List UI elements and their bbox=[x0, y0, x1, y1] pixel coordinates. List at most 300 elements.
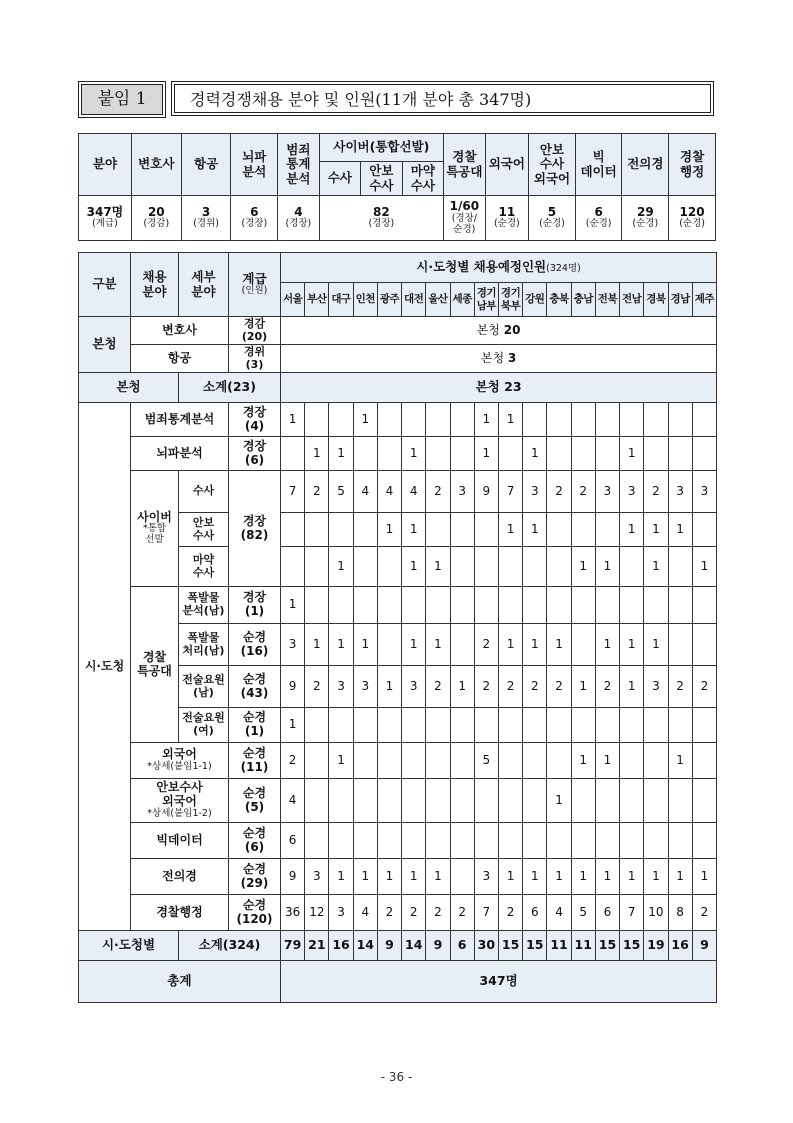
cell-value: 2 bbox=[547, 666, 571, 708]
cell-value bbox=[377, 779, 401, 823]
cell-value: 3 bbox=[305, 859, 329, 895]
cell-value: 1 bbox=[377, 859, 401, 895]
cell-value: 7 bbox=[474, 895, 498, 931]
cell-value: 2 bbox=[547, 471, 571, 513]
val-field: 347명 (계급) bbox=[79, 196, 132, 241]
val-medic: 29 (순경) bbox=[622, 196, 669, 241]
cell-value: 3 bbox=[402, 666, 426, 708]
cell-value bbox=[523, 587, 547, 624]
cell-value bbox=[353, 587, 377, 624]
cell-value: 1 bbox=[523, 859, 547, 895]
cell-value: 1 bbox=[692, 547, 716, 587]
val-police-unit: 1/60 (경장/ 순경) bbox=[444, 196, 485, 241]
city-header: 경기 남부 bbox=[474, 283, 498, 317]
cell-value: 7 bbox=[281, 471, 305, 513]
cell-value: 1 bbox=[668, 513, 692, 547]
val-lawyer: 20 (경감) bbox=[131, 196, 181, 241]
cell-value bbox=[450, 823, 474, 859]
row-rank: 순경 (1) bbox=[229, 708, 281, 743]
val-cyber: 82 (경장) bbox=[319, 196, 443, 241]
cell-value bbox=[644, 437, 668, 471]
cell-value bbox=[620, 547, 644, 587]
cell-value bbox=[692, 513, 716, 547]
cell-value: 6 bbox=[281, 823, 305, 859]
row-name: 폭발물 처리(남) bbox=[179, 624, 229, 666]
cell-value bbox=[353, 823, 377, 859]
cell-value: 5 bbox=[474, 743, 498, 779]
cell-value: 36 bbox=[281, 895, 305, 931]
subtotal-cell: 9 bbox=[692, 931, 716, 961]
hdr-rank: 계급 (인원) bbox=[229, 253, 281, 317]
cell-value bbox=[668, 403, 692, 437]
cell-value bbox=[498, 708, 522, 743]
cell-value: 1 bbox=[668, 859, 692, 895]
cell-value bbox=[450, 403, 474, 437]
cell-value: 1 bbox=[353, 403, 377, 437]
cell-value bbox=[498, 823, 522, 859]
hdr-admin: 경찰 행정 bbox=[669, 134, 716, 196]
row-name: 범죄통계분석 bbox=[131, 403, 229, 437]
cell-value bbox=[329, 403, 353, 437]
table-row bbox=[79, 373, 717, 403]
cell-value bbox=[692, 823, 716, 859]
cell-value bbox=[620, 708, 644, 743]
hdr-security: 안보 수사 bbox=[361, 162, 402, 196]
cell-value bbox=[450, 743, 474, 779]
cell-value: 1 bbox=[595, 743, 619, 779]
row-name: 전술요원 (남) bbox=[179, 666, 229, 708]
cell-value bbox=[547, 743, 571, 779]
city-header: 제주 bbox=[692, 283, 716, 317]
cell-value: 12 bbox=[305, 895, 329, 931]
row-rank: 경장 (1) bbox=[229, 587, 281, 624]
cell-value bbox=[620, 403, 644, 437]
cell-value: 1 bbox=[644, 859, 668, 895]
subtotal-cell: 11 bbox=[571, 931, 595, 961]
cell-value bbox=[595, 708, 619, 743]
cell-value bbox=[571, 708, 595, 743]
row-name: 전의경 bbox=[131, 859, 229, 895]
cell-value: 1 bbox=[329, 547, 353, 587]
subtotal-cell: 9 bbox=[426, 931, 450, 961]
cell-value bbox=[305, 779, 329, 823]
row-name: 안보수사 외국어 *상세(붙임1-2) bbox=[131, 779, 229, 823]
cell-value bbox=[377, 624, 401, 666]
cell-value bbox=[402, 403, 426, 437]
cell-value bbox=[450, 437, 474, 471]
cell-value bbox=[644, 403, 668, 437]
cell-value: 1 bbox=[426, 624, 450, 666]
cell-value bbox=[281, 547, 305, 587]
cell-value: 1 bbox=[426, 859, 450, 895]
cell-value: 10 bbox=[644, 895, 668, 931]
city-header: 경북 bbox=[644, 283, 668, 317]
cell-value bbox=[523, 547, 547, 587]
cell-value: 2 bbox=[668, 666, 692, 708]
cell-value: 1 bbox=[620, 624, 644, 666]
row-rank: 순경 (6) bbox=[229, 823, 281, 859]
subtotal-cell: 30 bbox=[474, 931, 498, 961]
cell-value bbox=[571, 587, 595, 624]
row-rank: 순경 (29) bbox=[229, 859, 281, 895]
cell-value bbox=[426, 437, 450, 471]
cell-value bbox=[668, 779, 692, 823]
cell-value bbox=[305, 513, 329, 547]
cell-value: 1 bbox=[498, 624, 522, 666]
cell-value: 6 bbox=[523, 895, 547, 931]
hq-field: 항공 bbox=[131, 345, 229, 373]
cell-value bbox=[450, 547, 474, 587]
subtotal-cell: 14 bbox=[353, 931, 377, 961]
cell-value: 1 bbox=[305, 624, 329, 666]
cell-value: 1 bbox=[329, 743, 353, 779]
cell-value bbox=[571, 624, 595, 666]
hdr-recruit-field: 채용 분야 bbox=[131, 253, 179, 317]
cell-value: 7 bbox=[498, 471, 522, 513]
subtotal-cell: 14 bbox=[402, 931, 426, 961]
cell-value: 3 bbox=[474, 859, 498, 895]
cell-value bbox=[329, 513, 353, 547]
hq-rank: 경위 (3) bbox=[229, 345, 281, 373]
cell-value bbox=[450, 513, 474, 547]
city-header: 경기 북부 bbox=[498, 283, 522, 317]
cell-value: 3 bbox=[620, 471, 644, 513]
hq-value: 본청 3 bbox=[281, 345, 717, 373]
cell-value: 1 bbox=[281, 708, 305, 743]
cell-value bbox=[498, 547, 522, 587]
cell-value bbox=[523, 708, 547, 743]
cell-value: 1 bbox=[329, 624, 353, 666]
subtotal-cell: 15 bbox=[498, 931, 522, 961]
table-row bbox=[79, 317, 717, 345]
row-name: 수사 bbox=[179, 471, 229, 513]
cell-value bbox=[595, 403, 619, 437]
cell-value: 1 bbox=[402, 547, 426, 587]
city-header: 충북 bbox=[547, 283, 571, 317]
cell-value bbox=[692, 779, 716, 823]
cell-value bbox=[353, 547, 377, 587]
cell-value bbox=[498, 779, 522, 823]
subtotal-cell: 15 bbox=[620, 931, 644, 961]
cell-value bbox=[305, 708, 329, 743]
cell-value: 4 bbox=[353, 895, 377, 931]
city-header: 세종 bbox=[450, 283, 474, 317]
table-row bbox=[79, 961, 717, 1003]
cell-value bbox=[329, 823, 353, 859]
cell-value: 1 bbox=[692, 859, 716, 895]
subtotal-cell: 6 bbox=[450, 931, 474, 961]
cell-value: 9 bbox=[474, 471, 498, 513]
cell-value bbox=[377, 823, 401, 859]
cell-value bbox=[692, 743, 716, 779]
cell-value bbox=[620, 823, 644, 859]
cell-value bbox=[377, 743, 401, 779]
city-header: 인천 bbox=[353, 283, 377, 317]
cell-value: 1 bbox=[644, 513, 668, 547]
cell-value bbox=[523, 403, 547, 437]
cell-value: 1 bbox=[474, 403, 498, 437]
hdr-lawyer: 변호사 bbox=[131, 134, 181, 196]
val-aviation: 3 (경위) bbox=[181, 196, 231, 241]
hq-subtotal-value: 본청 23 bbox=[281, 373, 717, 403]
cell-value: 3 bbox=[353, 666, 377, 708]
row-name: 뇌파분석 bbox=[131, 437, 229, 471]
cell-value: 2 bbox=[474, 624, 498, 666]
cell-value bbox=[595, 437, 619, 471]
cell-value: 1 bbox=[620, 666, 644, 708]
hq-label: 본청 bbox=[79, 317, 131, 373]
row-name: 안보 수사 bbox=[179, 513, 229, 547]
cell-value: 1 bbox=[377, 666, 401, 708]
cell-value bbox=[305, 743, 329, 779]
cell-value bbox=[281, 437, 305, 471]
hq-subtotal-name: 소계(23) bbox=[179, 373, 281, 403]
cell-value: 1 bbox=[620, 859, 644, 895]
cell-value bbox=[547, 403, 571, 437]
subtotal-cell: 15 bbox=[523, 931, 547, 961]
cell-value: 1 bbox=[498, 513, 522, 547]
hdr-drug: 마약 수사 bbox=[402, 162, 444, 196]
val-foreign: 11 (순경) bbox=[485, 196, 529, 241]
cell-value bbox=[571, 437, 595, 471]
cell-value bbox=[595, 779, 619, 823]
cell-value bbox=[426, 403, 450, 437]
cell-value bbox=[450, 708, 474, 743]
subtotal-cell: 16 bbox=[668, 931, 692, 961]
cell-value bbox=[620, 743, 644, 779]
city-header: 대구 bbox=[329, 283, 353, 317]
hq-value: 본청 20 bbox=[281, 317, 717, 345]
table-row bbox=[79, 859, 717, 895]
regional-label: 시·도청 bbox=[79, 403, 131, 931]
cell-value: 3 bbox=[281, 624, 305, 666]
cell-value bbox=[474, 708, 498, 743]
cell-value bbox=[474, 513, 498, 547]
cell-value bbox=[402, 779, 426, 823]
subtotal-cell: 11 bbox=[547, 931, 571, 961]
cell-value: 2 bbox=[474, 666, 498, 708]
cell-value: 4 bbox=[353, 471, 377, 513]
cell-value: 1 bbox=[523, 513, 547, 547]
val-bigdata: 6 (순경) bbox=[575, 196, 622, 241]
subtotal-cell: 19 bbox=[644, 931, 668, 961]
hdr-division: 구분 bbox=[79, 253, 131, 317]
table-row bbox=[79, 823, 717, 859]
cyber-group-label: 사이버 *통합 선발 bbox=[131, 471, 179, 587]
cell-value: 1 bbox=[595, 547, 619, 587]
cell-value: 7 bbox=[620, 895, 644, 931]
cell-value bbox=[668, 624, 692, 666]
cell-value: 2 bbox=[498, 666, 522, 708]
hdr-crime-stats: 범죄 통계 분석 bbox=[278, 134, 319, 196]
cell-value: 1 bbox=[644, 547, 668, 587]
hdr-medic: 전의경 bbox=[622, 134, 669, 196]
cell-value: 2 bbox=[571, 471, 595, 513]
cell-value bbox=[498, 587, 522, 624]
cell-value bbox=[595, 587, 619, 624]
cell-value: 1 bbox=[450, 666, 474, 708]
cell-value: 2 bbox=[402, 895, 426, 931]
cell-value bbox=[474, 587, 498, 624]
cell-value bbox=[547, 823, 571, 859]
cell-value bbox=[377, 403, 401, 437]
hdr-investigation: 수사 bbox=[319, 162, 360, 196]
cell-value: 4 bbox=[281, 779, 305, 823]
cell-value bbox=[377, 587, 401, 624]
cell-value: 1 bbox=[474, 437, 498, 471]
cell-value: 9 bbox=[281, 666, 305, 708]
cell-value bbox=[474, 779, 498, 823]
cell-value: 1 bbox=[402, 624, 426, 666]
cell-value bbox=[668, 437, 692, 471]
cell-value: 1 bbox=[498, 403, 522, 437]
cell-value bbox=[644, 743, 668, 779]
table-row bbox=[79, 471, 717, 513]
val-crime-stats: 4 (경장) bbox=[278, 196, 319, 241]
cell-value: 9 bbox=[281, 859, 305, 895]
cell-value: 1 bbox=[620, 513, 644, 547]
row-rank: 순경 (11) bbox=[229, 743, 281, 779]
city-header: 전북 bbox=[595, 283, 619, 317]
cell-value bbox=[305, 823, 329, 859]
cell-value: 1 bbox=[402, 513, 426, 547]
subtotal-cell: 9 bbox=[377, 931, 401, 961]
cell-value bbox=[547, 587, 571, 624]
val-admin: 120 (순경) bbox=[669, 196, 716, 241]
cell-value: 1 bbox=[305, 437, 329, 471]
cell-value: 2 bbox=[523, 666, 547, 708]
cell-value bbox=[547, 513, 571, 547]
cell-value bbox=[547, 437, 571, 471]
cell-value bbox=[305, 403, 329, 437]
hdr-sec-foreign: 안보 수사 외국어 bbox=[529, 134, 576, 196]
cell-value: 1 bbox=[402, 859, 426, 895]
subtotal-cell: 16 bbox=[329, 931, 353, 961]
cell-value: 1 bbox=[523, 624, 547, 666]
hdr-regional: 시·도청별 채용예정인원(324명) bbox=[281, 253, 717, 283]
cell-value bbox=[668, 823, 692, 859]
table-row bbox=[79, 931, 717, 961]
cell-value bbox=[329, 779, 353, 823]
row-name: 전술요원 (여) bbox=[179, 708, 229, 743]
cell-value bbox=[450, 779, 474, 823]
hq-field: 변호사 bbox=[131, 317, 229, 345]
city-header: 광주 bbox=[377, 283, 401, 317]
cell-value bbox=[329, 587, 353, 624]
city-header: 부산 bbox=[305, 283, 329, 317]
cell-value bbox=[450, 587, 474, 624]
cell-value: 1 bbox=[644, 624, 668, 666]
row-name: 빅데이터 bbox=[131, 823, 229, 859]
cell-value bbox=[474, 823, 498, 859]
cell-value bbox=[498, 437, 522, 471]
cell-value: 2 bbox=[426, 895, 450, 931]
cell-value: 5 bbox=[329, 471, 353, 513]
cell-value: 1 bbox=[620, 437, 644, 471]
summary-table bbox=[78, 133, 716, 241]
city-header: 울산 bbox=[426, 283, 450, 317]
cell-value bbox=[426, 513, 450, 547]
cell-value bbox=[377, 547, 401, 587]
cell-value bbox=[523, 743, 547, 779]
cell-value bbox=[692, 587, 716, 624]
subtotal-cell: 15 bbox=[595, 931, 619, 961]
city-header: 대전 bbox=[402, 283, 426, 317]
cell-value: 2 bbox=[644, 471, 668, 513]
page-title: 경력경쟁채용 분야 및 인원(11개 분야 총 347명) bbox=[171, 81, 714, 116]
hdr-eeg: 뇌파 분석 bbox=[231, 134, 278, 196]
cell-value: 3 bbox=[644, 666, 668, 708]
cell-value bbox=[281, 513, 305, 547]
cell-value bbox=[426, 823, 450, 859]
cell-value: 4 bbox=[377, 471, 401, 513]
cell-value: 2 bbox=[498, 895, 522, 931]
cell-value: 5 bbox=[571, 895, 595, 931]
cell-value: 1 bbox=[281, 587, 305, 624]
cell-value bbox=[426, 708, 450, 743]
cell-value: 2 bbox=[595, 666, 619, 708]
table-row bbox=[79, 253, 717, 283]
cell-value bbox=[668, 547, 692, 587]
cell-value bbox=[571, 403, 595, 437]
cell-value: 4 bbox=[402, 471, 426, 513]
cell-value: 1 bbox=[595, 624, 619, 666]
cell-value bbox=[353, 708, 377, 743]
val-sec-foreign: 5 (순경) bbox=[529, 196, 576, 241]
cell-value bbox=[595, 823, 619, 859]
table-row bbox=[79, 587, 717, 624]
cell-value bbox=[692, 624, 716, 666]
table-row bbox=[79, 437, 717, 471]
cell-value bbox=[571, 779, 595, 823]
cell-value bbox=[692, 437, 716, 471]
val-eeg: 6 (경장) bbox=[231, 196, 278, 241]
hdr-foreign: 외국어 bbox=[485, 134, 529, 196]
cell-value bbox=[644, 823, 668, 859]
cell-value bbox=[329, 708, 353, 743]
cell-value bbox=[426, 587, 450, 624]
cell-value: 2 bbox=[426, 666, 450, 708]
table-row bbox=[79, 743, 717, 779]
table-row bbox=[79, 403, 717, 437]
hq-rank: 경감 (20) bbox=[229, 317, 281, 345]
cell-value bbox=[498, 743, 522, 779]
hdr-aviation: 항공 bbox=[181, 134, 231, 196]
cell-value bbox=[402, 743, 426, 779]
cell-value: 3 bbox=[523, 471, 547, 513]
table-row bbox=[79, 895, 717, 931]
cell-value bbox=[426, 743, 450, 779]
cell-value: 1 bbox=[523, 437, 547, 471]
cell-value bbox=[547, 547, 571, 587]
city-header: 전남 bbox=[620, 283, 644, 317]
cell-value bbox=[595, 513, 619, 547]
table-row bbox=[79, 779, 717, 823]
cell-value: 1 bbox=[571, 547, 595, 587]
cell-value: 2 bbox=[281, 743, 305, 779]
cell-value: 3 bbox=[595, 471, 619, 513]
regional-subtotal-label: 시·도청별 bbox=[79, 931, 179, 961]
cell-value: 2 bbox=[305, 471, 329, 513]
title-bar bbox=[78, 81, 716, 118]
cell-value bbox=[377, 437, 401, 471]
hq-subtotal-label: 본청 bbox=[79, 373, 179, 403]
cell-value: 1 bbox=[571, 743, 595, 779]
row-name: 경찰행정 bbox=[131, 895, 229, 931]
hdr-police-unit: 경찰 특공대 bbox=[444, 134, 485, 196]
cell-value: 8 bbox=[668, 895, 692, 931]
cell-value: 1 bbox=[353, 859, 377, 895]
